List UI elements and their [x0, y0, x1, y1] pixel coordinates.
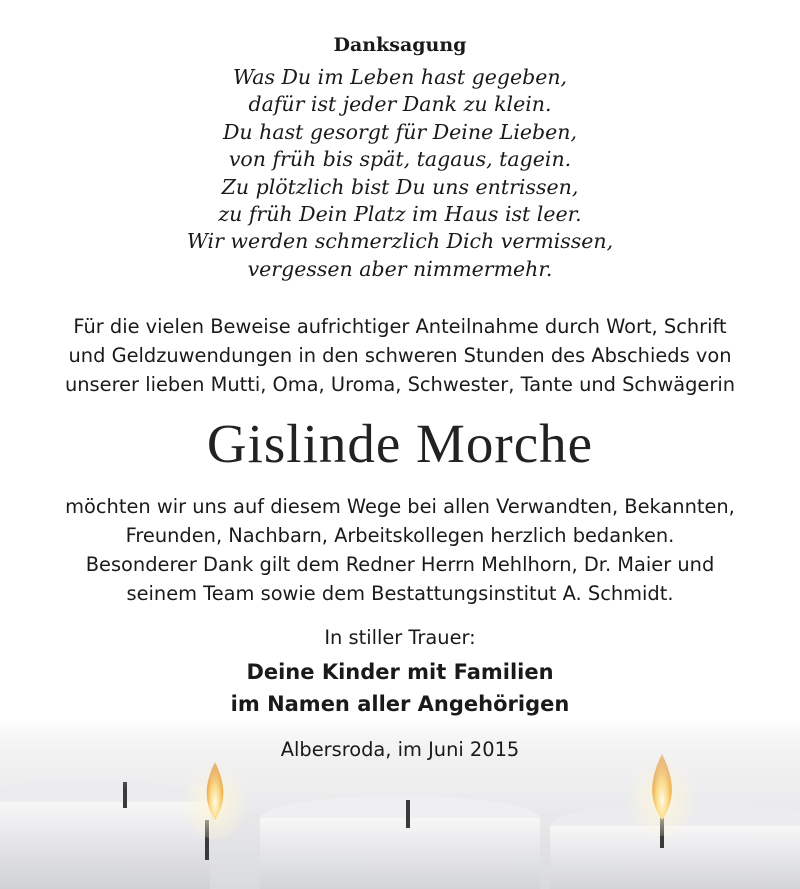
intro-line: und Geldzuwendungen in den schweren Stunden des Abschieds von	[68, 344, 732, 367]
place-date: Albersroda, im Juni 2015	[280, 738, 520, 761]
intro-line: unserer lieben Mutti, Oma, Uroma, Schwester, Tante und Schwägerin	[64, 373, 736, 396]
intro-paragraph	[0, 312, 800, 399]
thanks-line: Freunden, Nachbarn, Arbeitskollegen herzlich bedanken.	[125, 524, 675, 547]
poem-line: Was Du im Leben hast gegeben,	[232, 65, 568, 89]
signer-line: Deine Kinder mit Familien	[246, 660, 554, 684]
poem-line: von früh bis spät, tagaus, tagein.	[228, 147, 572, 172]
thanks-line: Besonderer Dank gilt dem Redner Herrn Mehlhorn, Dr. Maier und	[85, 553, 715, 576]
deceased-name: Gislinde Morche	[206, 413, 594, 474]
mourning-line: In stiller Trauer:	[324, 626, 476, 649]
notice-heading: Danksagung	[333, 34, 467, 56]
poem-line: dafür ist jeder Dank zu klein.	[248, 92, 552, 117]
poem-line: Wir werden schmerzlich Dich vermissen,	[186, 229, 614, 254]
poem-line: Du hast gesorgt für Deine Lieben,	[222, 119, 577, 144]
poem	[0, 64, 800, 283]
poem-line: zu früh Dein Platz im Haus ist leer.	[218, 202, 582, 227]
intro-line: Für die vielen Beweise aufrichtiger Anteilnahme durch Wort, Schrift	[73, 315, 727, 338]
signer-line: im Namen aller Angehörigen	[230, 692, 570, 716]
thanks-paragraph	[0, 492, 800, 608]
thanks-line: seinem Team sowie dem Bestattungsinstitut A. Schmidt.	[126, 582, 674, 605]
signers	[0, 656, 800, 720]
poem-line: Zu plötzlich bist Du uns entrissen,	[221, 174, 579, 199]
poem-line: vergessen aber nimmermehr.	[247, 256, 553, 281]
thanks-line: möchten wir uns auf diesem Wege bei allen Verwandten, Bekannten,	[65, 495, 735, 518]
